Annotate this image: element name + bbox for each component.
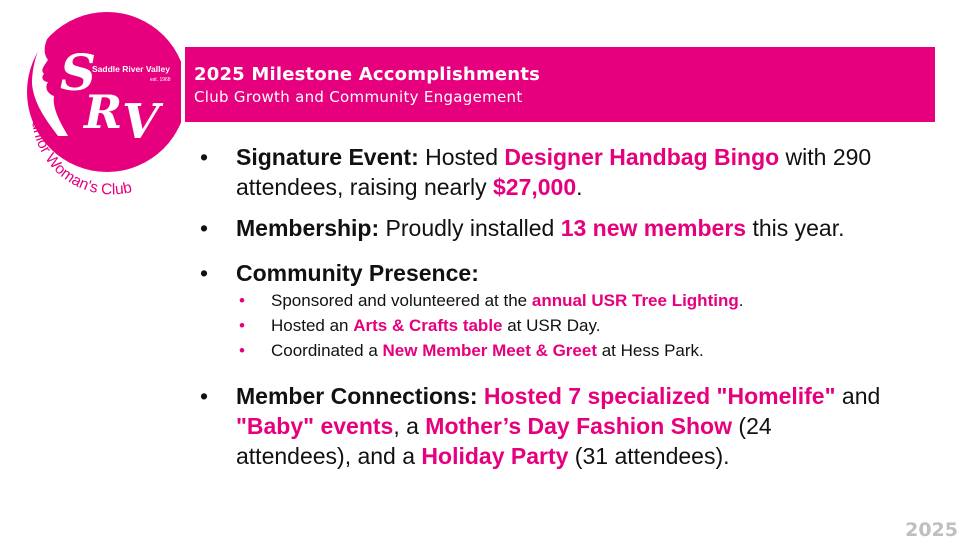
- bullet-signature-event: [200, 142, 926, 202]
- sub-bullet-tree-lighting: [239, 289, 911, 313]
- sub-bullet-text: at USR Day.: [502, 316, 601, 335]
- bullet-text: (24 attendees), and a: [236, 413, 772, 469]
- logo-est: est. 1968: [150, 77, 171, 83]
- logo-letter-v: V: [122, 94, 160, 150]
- logo-top-text: Saddle River Valley: [92, 64, 170, 74]
- sub-bullet-arts-crafts: [239, 314, 911, 338]
- bullet-text: Hosted: [418, 144, 505, 170]
- bullet-dot: •: [200, 215, 209, 241]
- sub-bullet-text: Hosted an: [271, 316, 354, 335]
- bullet-dot: •: [200, 260, 209, 286]
- sub-bullet-text: .: [738, 291, 744, 310]
- highlight-text: Designer Handbag Bingo: [504, 144, 780, 170]
- highlight-text: Mother’s Day Fashion Show: [425, 413, 733, 439]
- sub-bullet-dot: •: [239, 291, 245, 310]
- bullet-community-presence: [200, 258, 926, 288]
- highlight-text: "Baby" events: [236, 413, 394, 439]
- logo-letter-s: S: [60, 43, 97, 102]
- highlight-text: New Member Meet & Greet: [382, 341, 597, 360]
- bullet-label: Member Connections:: [236, 383, 478, 409]
- logo-letter-r: R: [84, 85, 123, 139]
- bullet-dot: •: [200, 383, 209, 409]
- sub-bullet-text: Sponsored and volunteered at the: [271, 291, 532, 310]
- bullet-membership: [200, 213, 926, 243]
- bullet-text: , a: [393, 413, 426, 439]
- bullet-text: (31 attendees).: [568, 443, 730, 469]
- page-subtitle: Club Growth and Community Engagement: [194, 88, 523, 106]
- bullet-label: Community Presence:: [236, 260, 479, 286]
- page-title: 2025 Milestone Accomplishments: [194, 64, 541, 85]
- footer-year: 2025: [905, 519, 958, 541]
- highlight-text: 13 new members: [560, 215, 747, 241]
- sub-bullet-text: Coordinated a: [271, 341, 383, 360]
- highlight-text: Hosted 7 specialized "Homelife": [483, 383, 836, 409]
- highlight-text: Arts & Crafts table: [353, 316, 503, 335]
- logo-arc-textpath: Junior Woman's Club: [27, 113, 134, 198]
- bullet-text: with 290 attendees, raising nearly: [236, 144, 872, 200]
- highlight-text: Holiday Party: [421, 443, 569, 469]
- highlight-text: annual USR Tree Lighting: [531, 291, 739, 310]
- bullet-text: .: [576, 174, 583, 200]
- sub-bullet-dot: •: [239, 316, 245, 335]
- bullet-label: Membership:: [236, 215, 380, 241]
- sub-bullet-text: at Hess Park.: [596, 341, 704, 360]
- bullet-dot: •: [200, 144, 209, 170]
- bullet-text: and: [835, 383, 881, 409]
- bullet-text: Proudly installed: [379, 215, 561, 241]
- bullet-label: Signature Event:: [236, 144, 419, 170]
- bullet-member-connections: [200, 381, 886, 471]
- highlight-text: $27,000: [493, 174, 577, 200]
- bullet-text: this year.: [746, 215, 845, 241]
- sub-bullet-dot: •: [239, 341, 245, 360]
- sub-bullet-meet-greet: [239, 339, 911, 363]
